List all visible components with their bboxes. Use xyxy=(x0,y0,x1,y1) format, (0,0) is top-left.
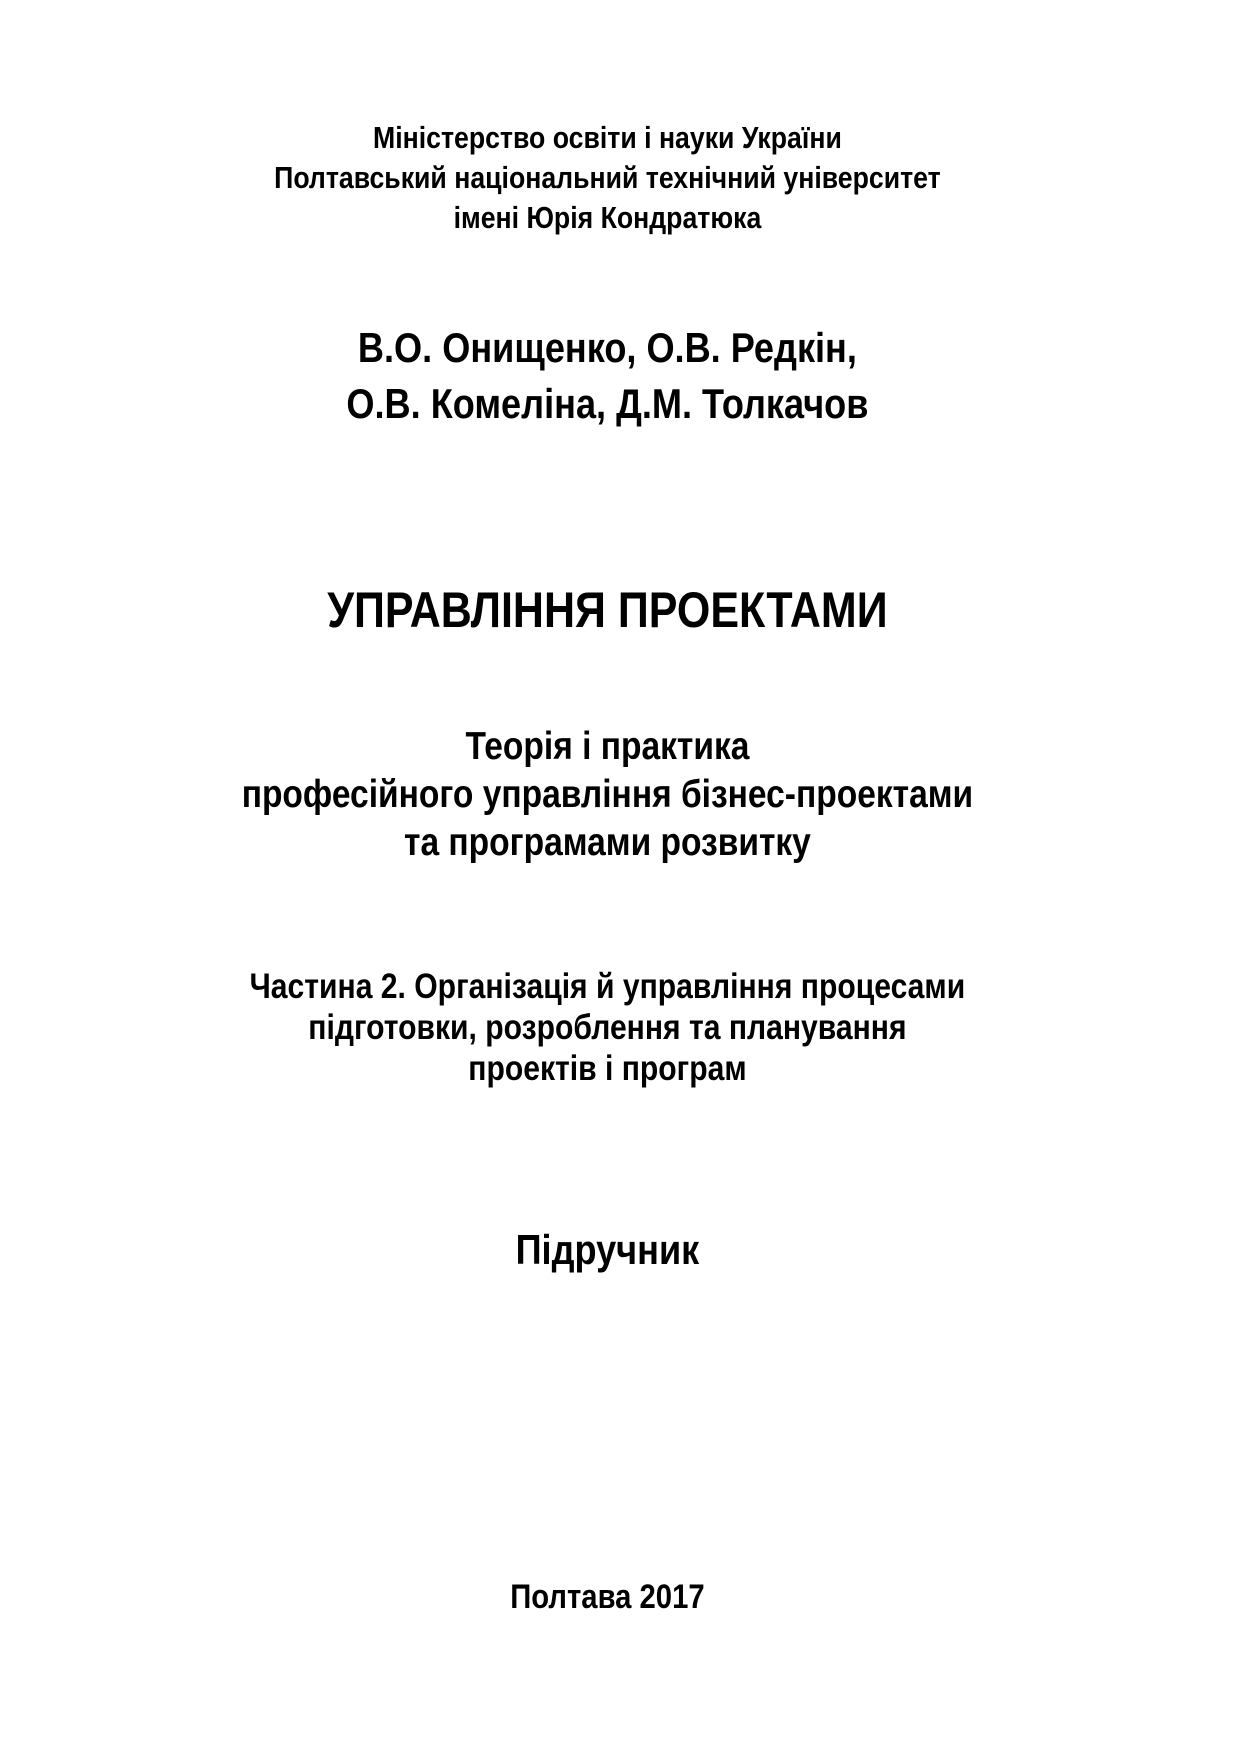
institution-header xyxy=(74,118,1141,238)
subtitle-line-3: та програмами розвитку xyxy=(404,821,811,864)
imprint-text: Полтава 2017 xyxy=(510,1578,705,1616)
subtitle-line-2: професійного управління бізнес-проектами xyxy=(241,773,974,816)
book-part xyxy=(74,966,1141,1089)
part-line-2: підготовки, розроблення та планування xyxy=(308,1008,907,1047)
authors-line-2: О.В. Комеліна, Д.М. Толкачов xyxy=(346,380,869,427)
book-type xyxy=(74,1224,1141,1276)
part-line-1: Частина 2. Організація й управління процесами xyxy=(249,967,966,1006)
university-name-suffix: імені Юрія Кондратюка xyxy=(453,200,762,235)
university-name: Полтавський національний технічний університет xyxy=(274,160,941,195)
authors-line-1: В.О. Онищенко, О.В. Редкін, xyxy=(357,324,857,371)
book-subtitle xyxy=(74,723,1141,867)
part-line-3: проектів і програм xyxy=(468,1049,747,1088)
book-type-text: Підручник xyxy=(515,1226,700,1273)
book-title xyxy=(74,580,1141,640)
authors xyxy=(74,320,1141,432)
ministry-name: Міністерство освіти і науки України xyxy=(372,120,842,155)
subtitle-line-1: Теорія і практика xyxy=(465,725,750,768)
book-title-text: УПРАВЛІННЯ ПРОЕКТАМИ xyxy=(327,582,888,638)
imprint xyxy=(74,1576,1141,1618)
